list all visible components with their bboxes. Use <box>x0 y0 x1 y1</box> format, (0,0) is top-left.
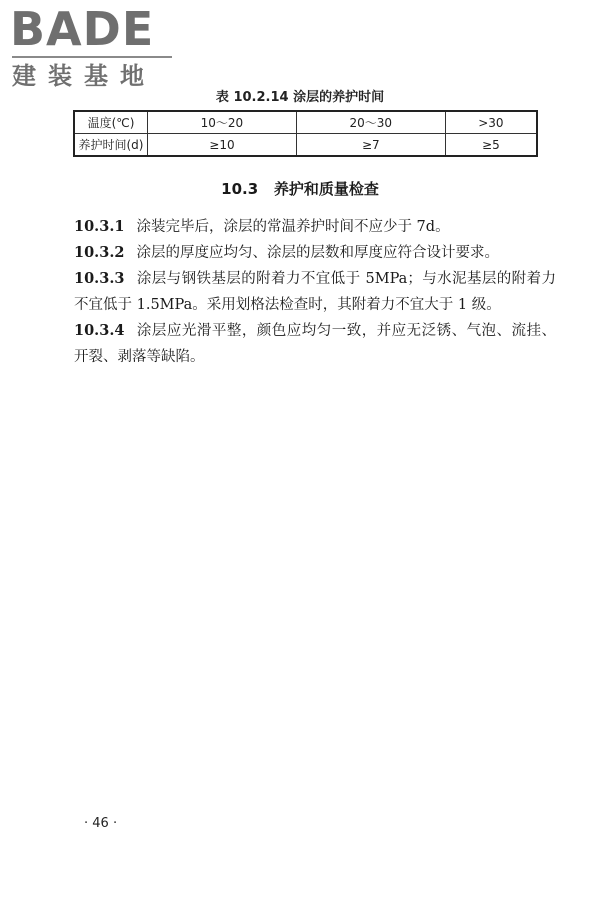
clause <box>74 240 556 266</box>
table-row-curing-time <box>74 134 537 157</box>
table-cell: 10～20 <box>148 111 297 134</box>
table-cell: ≥7 <box>296 134 445 157</box>
curing-time-table <box>73 110 538 157</box>
clause-number: 10.3.4 <box>74 322 125 339</box>
clause <box>74 266 556 318</box>
clause <box>74 318 556 370</box>
clause-list <box>74 214 556 370</box>
clause-number: 10.3.2 <box>74 244 125 261</box>
clause-text: 涂层与钢铁基层的附着力不宜低于 5MPa；与水泥基层的附着力不宜低于 1.5MPa。采用划格法检查时，其附着力不宜大于 1 级。 <box>74 271 556 313</box>
table-row-temperature <box>74 111 537 134</box>
clause-number: 10.3.3 <box>74 270 125 287</box>
watermark-logo <box>10 4 180 90</box>
row-header-temperature: 温度(℃) <box>74 111 148 134</box>
page-number: · 46 · <box>84 816 118 831</box>
clause-text: 涂装完毕后，涂层的常温养护时间不应少于 7d。 <box>136 219 450 235</box>
clause-number: 10.3.1 <box>74 218 125 235</box>
section-number: 10.3 <box>221 180 259 198</box>
clause-text: 涂层应光滑平整，颜色应均匀一致，并应无泛锈、气泡、流挂、开裂、剥落等缺陷。 <box>74 323 556 365</box>
table-caption: 表 10.2.14 涂层的养护时间 <box>215 90 385 105</box>
section-heading <box>0 178 600 199</box>
table-cell: ≥10 <box>148 134 297 157</box>
logo-subtitle: 建装基地 <box>12 62 156 90</box>
clause <box>74 214 556 240</box>
logo-divider <box>12 56 172 58</box>
row-header-curing-time: 养护时间(d) <box>74 134 148 157</box>
logo-word: BADE <box>10 2 155 56</box>
section-title: 养护和质量检查 <box>273 180 379 198</box>
table-cell: ≥5 <box>445 134 537 157</box>
clause-text: 涂层的厚度应均匀、涂层的层数和厚度应符合设计要求。 <box>136 245 499 261</box>
table-cell: >30 <box>445 111 537 134</box>
table-cell: 20～30 <box>296 111 445 134</box>
